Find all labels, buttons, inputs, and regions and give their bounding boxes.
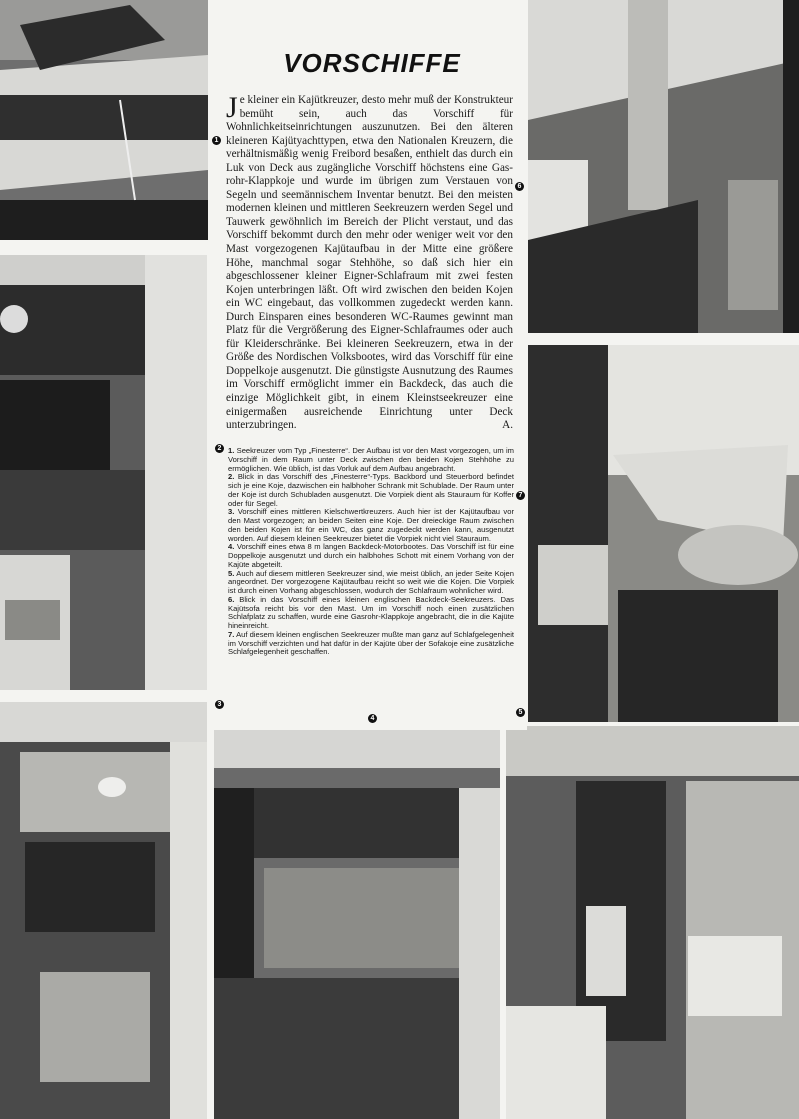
caption-4: 4. Vorschiff eines etwa 8 m langen Backdeck-Motorbootes. Das Vorschiff ist für eine Doppelkoje ausgenutzt und durch ein halbhohes Schott mit einem Vorhang von der Kajüte abgeteilt.: [228, 542, 514, 569]
article-body: [226, 91, 513, 433]
photo-marker-1: 1: [212, 136, 221, 145]
photo-2-forepeak-finesterre: [0, 255, 207, 690]
photo-marker-4: 4: [368, 714, 377, 723]
caption-2: 2. Blick in das Vorschiff des „Finesterre“-Typs. Backbord und Steuerbord befindet sich je eine Koje, dazwischen ein halbhoher Schrank mit Schublade. Der Raum unter der Koje ist durch Schubladen ausgenutzt. Die Vorpiek dient als Stauraum für Koffer oder für Segel.: [228, 472, 514, 508]
photo-1-yacht-exterior: [0, 0, 208, 240]
photo-marker-7: 7: [516, 491, 525, 500]
article-title: VORSCHIFFE: [283, 48, 461, 78]
photo-3-keel-centreboard-cruiser: [0, 702, 207, 1119]
photo-marker-6: 6: [515, 182, 524, 191]
caption-3: 3. Vorschiff eines mittleren Kielschwertkreuzers. Auch hier ist der Kajütaufbau vor den Mast vorgezogen; an beiden Seiten eine Koje. Der dreieckige Raum zwischen den beiden Kojen ist für ein WC, das ganz zugedeckt werden kann, ausgenutzt worden. Auf diesem kleinen Seekreuzer bietet die Vorpiek nicht viel Stauraum.: [228, 507, 514, 543]
article-body-text: e kleiner ein Kajütkreuzer, desto mehr muß der Konstrukteur bemüht sein, auch das Vorschiff für Wohnlichkeitseinrichtungen auszunutzen. Bei den älteren kleineren Kajütyachttypen, etwa den Nationalen Kreuzern, die verhältnismäßig wenig Freibord besaßen, enthielt das durch ein Luk von Deck aus zugängliche Vorschiff höchstens eine Gas-rohr-Klappkoje und wurde im übrigen zum Verstauen von Segeln und seemännischem Inventar benutzt. Bei den meisten modernen kleinen und mittleren Seekreuzern werden Segel und Tauwerk gewöhnlich im Bereich der Plicht verstaut, und das Vorschiff bekommt durch den mehr oder weniger weit vor den Mast vorgezogenen Kajütaufbau in der Mitte eine größere Höhe, manchmal sogar Stehhöhe, so daß sich hier ein abgeschlossener kleiner Eigner-Schlafraum mit zwei festen Kojen unterbringen läßt. Oft wird zwischen den beiden Kojen ein WC eingebaut, das vollkommen zugedeckt werden kann. Durch Einsparen eines besonderen WC-Raumes gewinnt man Platz für die Vergrößerung des Eigner-Schlafraumes oder auch für Kleiderschränke. Bei kleineren Seekreuzern, etwa in der Größe des Nordischen Volksbootes, wird das Vorschiff für eine Doppelkoje ausgenutzt. Die günstigste Ausnutzung des Raumes im Vorschiff ermöglicht immer ein Backdeck, das auch die einzige Möglichkeit gibt, in einem Kleinstseekreuzer eine einigermaßen ausreichende Einrichtung unter Deck unterzubringen.: [226, 94, 513, 432]
dropcap: J: [226, 91, 238, 124]
caption-5: 5. Auch auf diesem mittleren Seekreuzer sind, wie meist üblich, an jeder Seite Kojen angeordnet. Der vorgezogene Kajütaufbau reicht so weit wie die Kojen. Die Vorpiek ist durch einen Vorhang abgeschlossen, wodurch der Schlafraum wohnlicher wird.: [228, 568, 514, 595]
photo-marker-2: 2: [215, 444, 224, 453]
photo-6-english-backdeck-cruiser: [528, 0, 799, 333]
photo-7-small-english-cruiser: [528, 345, 799, 722]
caption-7: 7. Auf diesem kleinen englischen Seekreuzer mußte man ganz auf Schlafgelegenheit im Vorschiff verzichten und hat dafür in der Kajüte über der Sofakoje eine zusätzliche Schlafgelegenheit geschaffen.: [228, 629, 514, 657]
caption-1: 1. Seekreuzer vom Typ „Finesterre“. Der Aufbau ist vor den Mast vorgezogen, um im Vorschiff in dem Raum unter Deck zwischen den beiden Kojen Stehhöhe zu ermöglichen. Wie üblich, ist das Vorluk auf dem Aufbau angebracht.: [228, 446, 514, 473]
photo-marker-5: 5: [516, 708, 525, 717]
article-signature: A.: [502, 419, 513, 432]
photo-4-backdeck-motorboat: [214, 728, 500, 1119]
photo-5-mid-seacruiser: [506, 726, 799, 1119]
photo-captions: [228, 447, 514, 657]
photo-marker-3: 3: [215, 700, 224, 709]
caption-6: 6. Blick in das Vorschiff eines kleinen englischen Backdeck-Seekreuzers. Das Kajütsofa reicht bis vor den Mast. Um im Vorschiff noch einen zusätzlichen Schlafplatz zu schaffen, wurde eine Gasrohr-Klappkoje angebracht, die in die Kajüte hineinreicht.: [228, 594, 514, 630]
